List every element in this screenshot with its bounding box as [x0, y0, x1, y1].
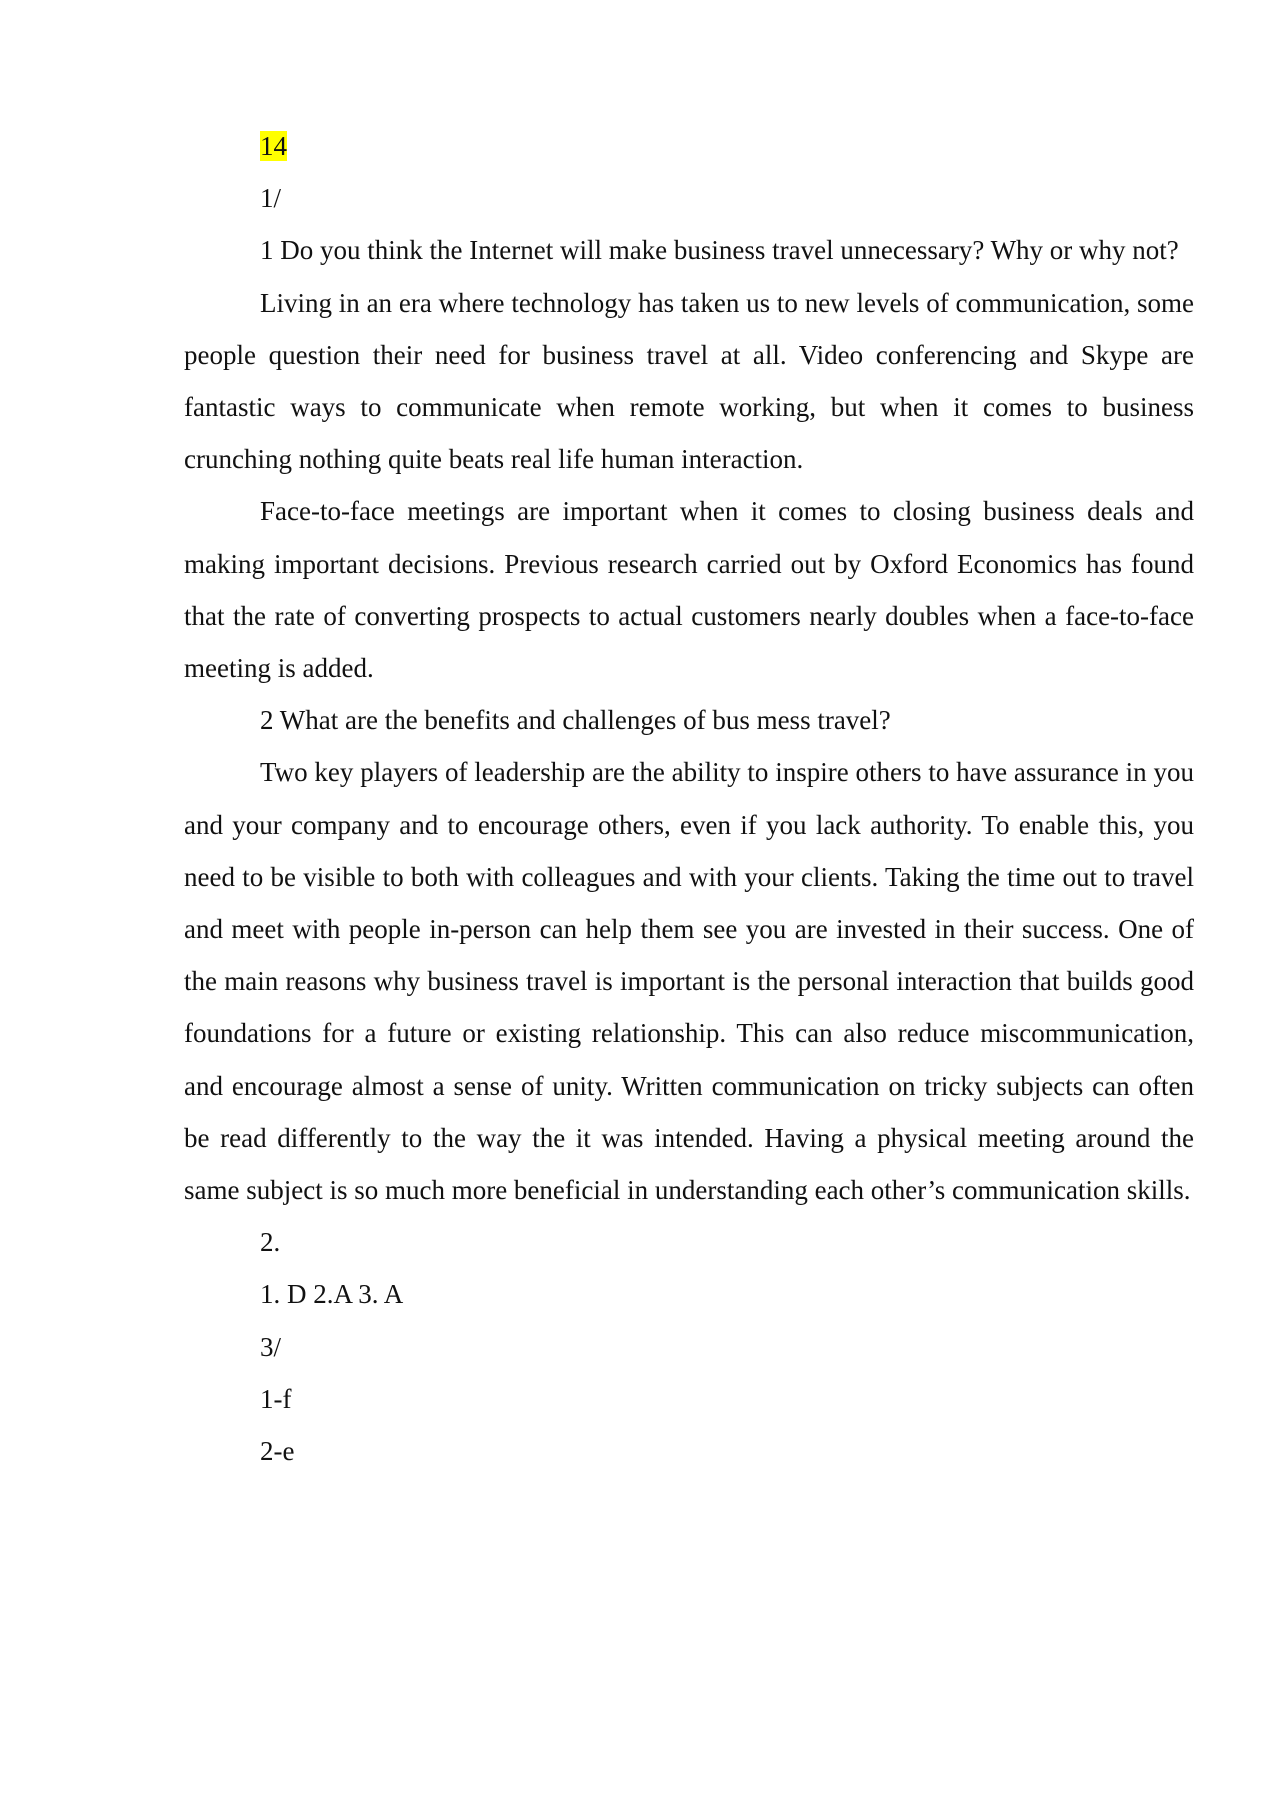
page-label-line: [184, 120, 1194, 172]
page-label: 14: [260, 131, 287, 161]
section-2-label: 2.: [260, 1227, 281, 1258]
section-3-label: 3/: [260, 1331, 282, 1362]
section-2-answers: 1. D 2.A 3. A: [260, 1279, 404, 1310]
section-1-label: 1/: [260, 183, 282, 214]
question-1: 1 Do you think the Internet will make business travel unnecessary? Why or why not?: [260, 235, 1179, 266]
question-1-answer-paragraph-1: Living in an era where technology has taken us to new levels of communication, some people question their need for business travel at all. Video conferencing and Skype are fantastic ways to communicate when remote working, but when it comes to business crunching nothing quite beats real life human interaction.: [184, 287, 1194, 475]
question-2: 2 What are the benefits and challenges of bus mess travel?: [260, 705, 891, 736]
document-body: [184, 120, 1194, 1477]
question-1-answer-paragraph-2: Face-to-face meetings are important when it comes to closing business deals and making important decisions. Previous research carried out by Oxford Economics has found that the rate of converting prospects to actual customers nearly doubles when a face-to-face meeting is added.: [184, 496, 1194, 684]
question-2-answer: Two key players of leadership are the ability to inspire others to have assurance in you and your company and to encourage others, even if you lack authority. To enable this, you need to be visible to both with colleagues and with your clients. Taking the time out to travel and meet with people in-person can help them see you are invested in their success. One of the main reasons why business travel is important is the personal interaction that builds good foundations for a future or existing relationship. This can also reduce miscommunication, and encourage almost a sense of unity. Written communication on tricky subjects can often be read differently to the way the it was intended. Having a physical meeting around the same subject is so much more beneficial in understanding each other’s communication skills.: [184, 757, 1194, 1206]
section-3-item: 2-e: [260, 1436, 295, 1467]
section-3-item: 1-f: [260, 1383, 292, 1414]
